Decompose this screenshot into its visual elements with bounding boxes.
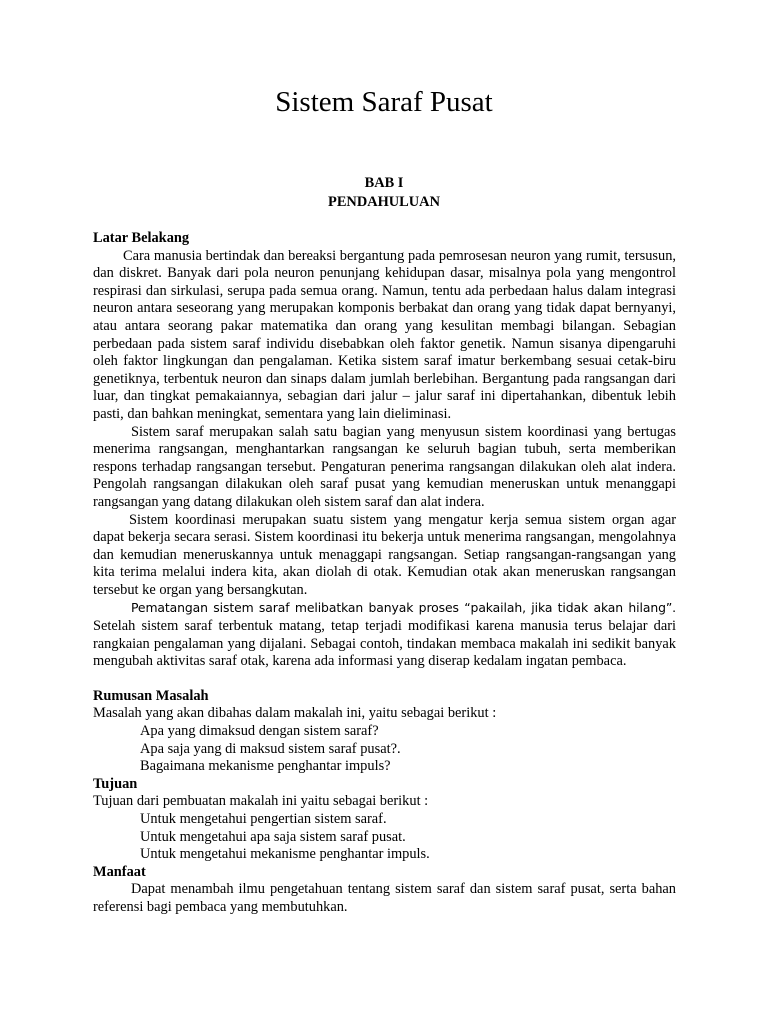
section-heading-rumusan-masalah: Rumusan Masalah	[93, 687, 209, 704]
list-item: Apa yang dimaksud dengan sistem saraf?	[140, 723, 379, 740]
list-item: Untuk mengetahui apa saja sistem saraf pusat.	[140, 828, 406, 845]
chapter-number: BAB I	[364, 175, 404, 191]
chapter-heading	[0, 174, 768, 212]
paragraph-latar-3: Sistem koordinasi merupakan suatu sistem yang mengatur kerja semua sistem organ agar dapat bekerja secara serasi. Sistem koordinasi itu bekerja untuk menerima rangsangan, mengolahnya dan kemudian meneruskannya untuk menaggapi rangsangan. Setiap rangsangan-rangsangan yang kita terima melalui indera kita, akan diolah di otak. Kemudian otak akan meneruskan rangsangan tersebut ke organ yang bersangkutan.	[93, 511, 676, 598]
document-title: Sistem Saraf Pusat	[275, 86, 493, 118]
list-item: Untuk mengetahui pengertian sistem saraf.	[140, 811, 387, 827]
rumusan-intro: Masalah yang akan dibahas dalam makalah ini, yaitu sebagai berikut :	[93, 705, 497, 722]
section-spacer	[93, 671, 676, 688]
tujuan-intro: Tujuan dari pembuatan makalah ini yaitu sebagai berikut :	[93, 793, 429, 810]
section-heading-latar-belakang: Latar Belakang	[93, 230, 190, 246]
list-item: Apa saja yang di maksud sistem saraf pusat?.	[140, 740, 401, 757]
chapter-name: PENDAHULUAN	[328, 194, 440, 210]
paragraph-latar-1: Cara manusia bertindak dan bereaksi bergantung pada pemrosesan neuron yang rumit, tersusun, dan diskret. Banyak dari pola neuron penunjang kehidupan dasar, misalnya pola yang mengontrol respirasi dan sirkulasi, serupa pada semua orang. Namun, tentu ada perbedaan halus dalam integrasi neuron antara seseorang yang merupakan komponis berbakat dan orang yang tidak dapat bernyanyi, atau antara seorang pakar matematika dan orang yang kesulitan membagi bilangan. Sebagian perbedaan pada sistem saraf individu disebabkan oleh faktor genetik. Namun sisanya dipengaruhi oleh faktor lingkungan dan pengalaman. Ketika sistem saraf imatur berkembang sesuai cetak-biru genetiknya, terbentuk neuron dan sinaps dalam jumlah berlebihan. Bergantung pada rangsangan dari luar, dan tingkat pemakaiannya, sebagian dari jalur – jalur saraf ini dipertahankan, dibentuk lebih pasti, dan bahkan meningkat, sementara yang lain dieliminasi.	[93, 247, 676, 422]
paragraph-latar-4-lead: Pematangan sistem saraf melibatkan banyak proses “pakailah, jika tidak akan hilang”.	[131, 600, 676, 616]
document-body	[93, 230, 676, 917]
paragraph-manfaat: Dapat menambah ilmu pengetahuan tentang sistem saraf dan sistem saraf pusat, serta bahan referensi bagi pembaca yang membutuhkan.	[93, 881, 676, 915]
list-item: Untuk mengetahui mekanisme penghantar impuls.	[140, 846, 430, 863]
paragraph-latar-4	[93, 599, 676, 670]
list-item: Bagaimana mekanisme penghantar impuls?	[140, 758, 391, 775]
section-heading-tujuan: Tujuan	[93, 775, 138, 792]
paragraph-latar-4-rest: Setelah sistem saraf terbentuk matang, tetap terjadi modifikasi karena manusia terus belajar dari rangkaian pengalaman yang dijalani. Sebagai contoh, tindakan membaca makalah ini sedikit banyak mengubah aktivitas saraf otak, karena ada informasi yang diserap kedalam ingatan pembaca.	[93, 618, 676, 670]
paragraph-latar-2: Sistem saraf merupakan salah satu bagian yang menyusun sistem koordinasi yang bertugas menerima rangsangan, menghantarkan rangsangan ke seluruh bagian tubuh, serta memberikan respons terhadap rangsangan tersebut. Pengaturan penerima rangsangan dilakukan oleh alat indera. Pengolah rangsangan dilakukan oleh saraf pusat yang kemudian meneruskan untuk menanggapi rangsangan yang datang dilakukan oleh sistem saraf dan alat indera.	[93, 423, 676, 510]
section-heading-manfaat: Manfaat	[93, 863, 146, 880]
